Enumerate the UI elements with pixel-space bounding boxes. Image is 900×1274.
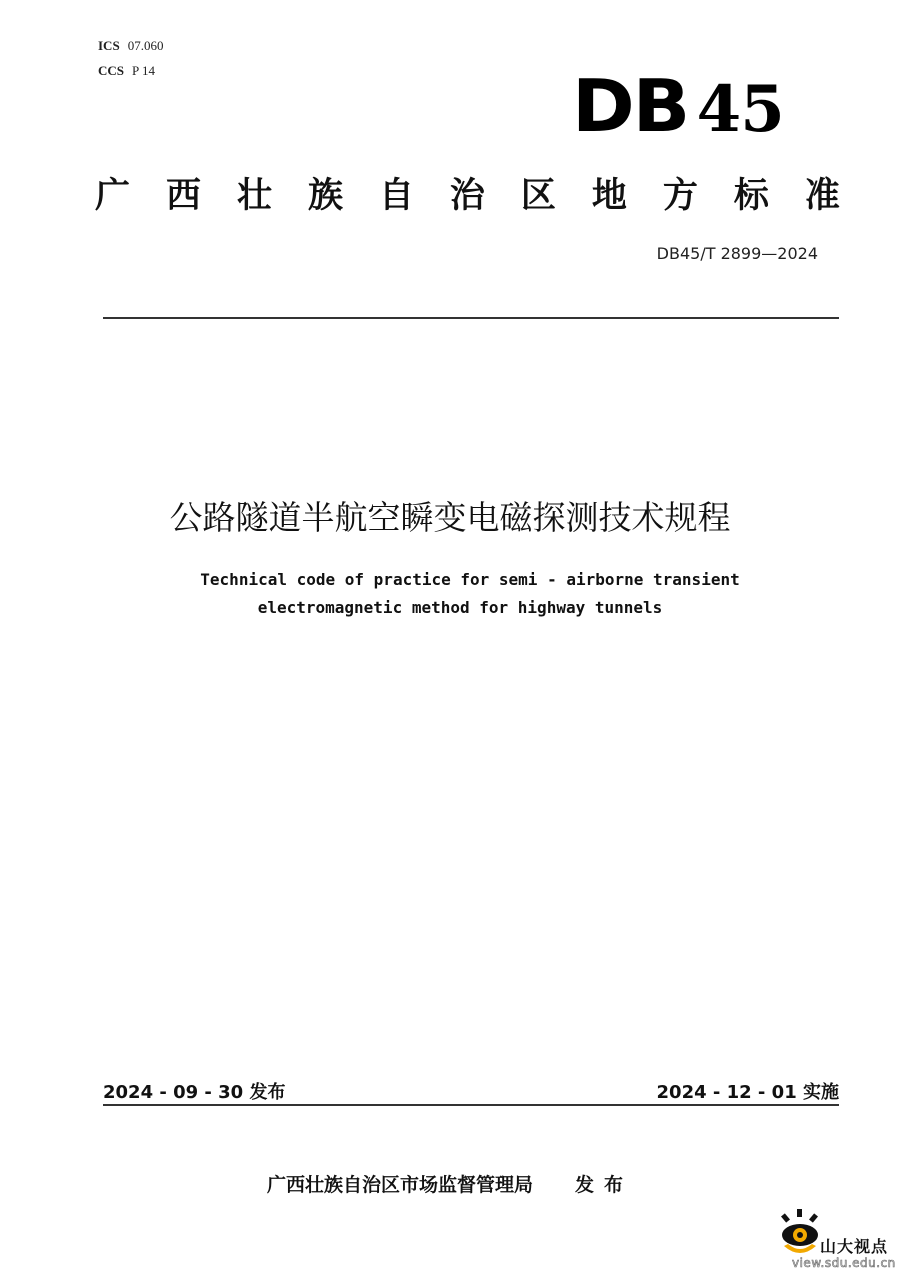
ics-label: ICS <box>98 38 120 53</box>
ccs-label: CCS <box>98 63 125 78</box>
bottom-divider <box>103 1104 839 1106</box>
standard-type-banner <box>95 168 840 218</box>
standard-type-char: 西 <box>165 175 201 216</box>
ccs-value: P 14 <box>132 63 156 78</box>
standard-type-char: 地 <box>591 175 627 216</box>
ics-code <box>98 38 163 54</box>
standard-number: DB45/T 2899—2024 <box>656 244 818 263</box>
standard-type-char: 方 <box>662 175 698 216</box>
db-mark-letters: DB <box>572 64 689 148</box>
sdu-eye-logo-icon <box>778 1208 822 1258</box>
ics-value: 07.060 <box>127 38 164 53</box>
implementation-date: 2024 - 12 - 01 实施 <box>656 1082 839 1103</box>
standard-type-char: 标 <box>733 175 769 216</box>
db-mark-number: 45 <box>696 72 784 147</box>
standard-type-char: 壮 <box>236 175 272 216</box>
document-title-en-line2: electromagnetic method for highway tunnels <box>257 598 663 617</box>
publisher-line <box>0 1170 900 1197</box>
issue-date: 2024 - 09 - 30 发布 <box>103 1082 286 1103</box>
watermark-name: 山大视点 <box>820 1237 889 1256</box>
db45-mark <box>572 64 784 148</box>
standard-type-char: 自 <box>378 175 414 216</box>
watermark-url: view.sdu.edu.cn <box>792 1256 896 1270</box>
ccs-code <box>98 63 155 79</box>
standard-type-char: 广 <box>95 175 131 216</box>
standard-type-char: 准 <box>804 175 840 216</box>
standard-type-char: 族 <box>307 175 343 216</box>
publisher-action: 发布 <box>575 1174 634 1196</box>
standard-type-char: 治 <box>449 175 485 216</box>
publisher-name: 广西壮族自治区市场监督管理局 <box>266 1174 533 1196</box>
watermark-logo <box>778 1208 898 1272</box>
top-divider <box>103 317 839 319</box>
standard-type-char: 区 <box>520 175 556 216</box>
document-title-cn: 公路隧道半航空瞬变电磁探测技术规程 <box>169 498 731 537</box>
document-title-en-line1: Technical code of practice for semi - airborne transient <box>200 570 740 589</box>
